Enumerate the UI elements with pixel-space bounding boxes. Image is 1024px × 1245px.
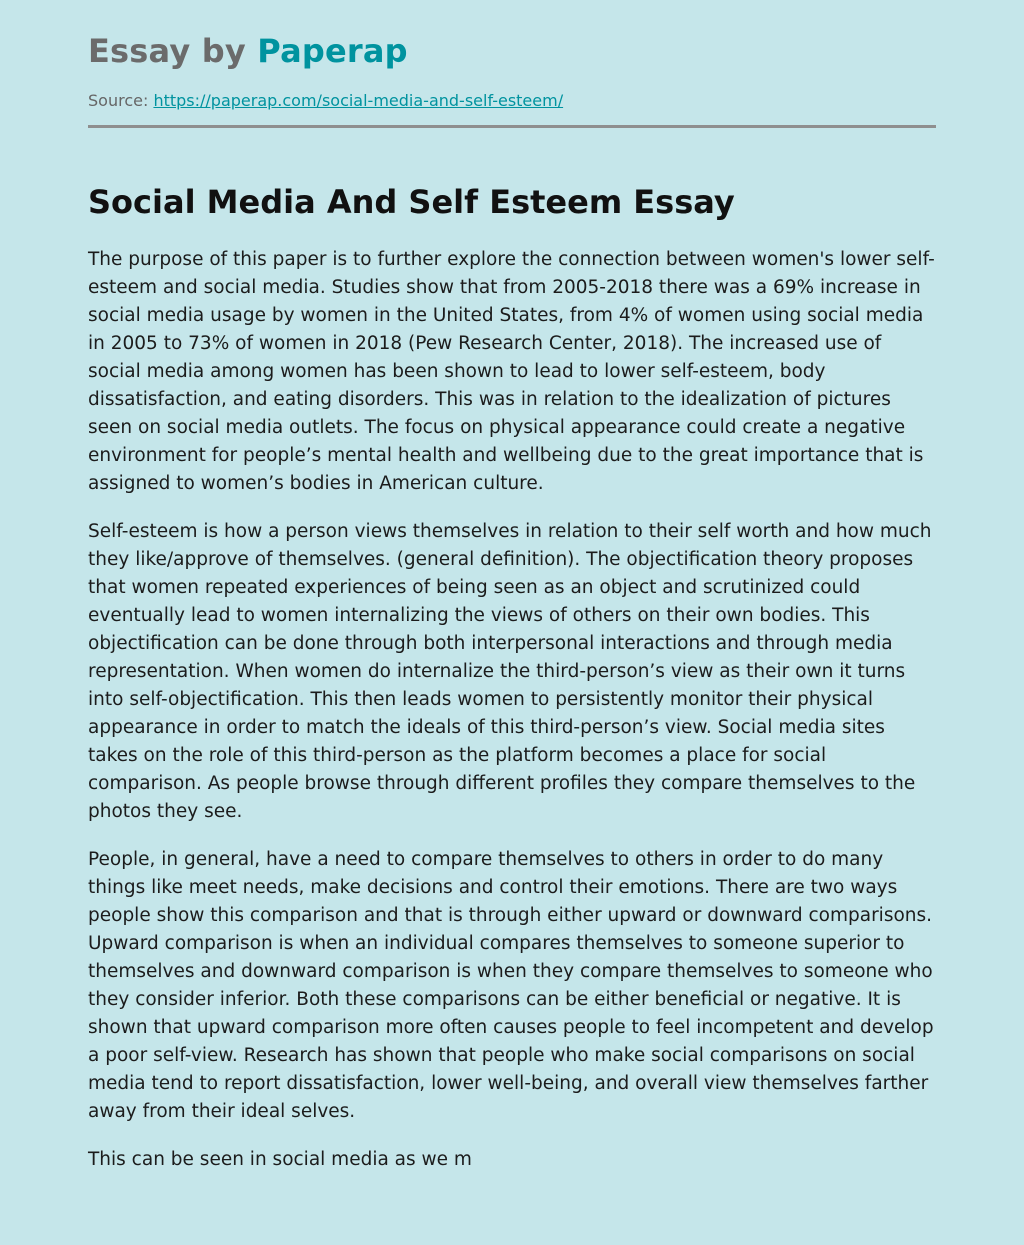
essay-body bbox=[88, 246, 936, 1174]
source-link[interactable]: https://paperap.com/social-media-and-self-esteem/ bbox=[153, 91, 564, 110]
essay-paragraph-4: This can be seen in social media as we m bbox=[88, 1149, 472, 1170]
site-brand bbox=[88, 0, 936, 71]
header-divider bbox=[88, 125, 936, 128]
brand-name[interactable]: Paperap bbox=[257, 32, 408, 70]
essay-paragraph-2: Self-esteem is how a person views themselves in relation to their self worth and how much they like/approve of themselves. (general definition). The objectification theory proposes that women repeated experiences of being seen as an object and scrutinized could eventually lead to women internalizing the views of others on their own bodies. This objectification can be done through both interpersonal interactions and through media representation. When women do internalize the third-person’s view as their own it turns into self-objectification. This then leads women to persistently monitor their physical appearance in order to match the ideals of this third-person’s view. Social media sites takes on the role of this third-person as the platform becomes a place for social comparison. As people browse through different profiles they compare themselves to the photos they see. bbox=[88, 521, 932, 822]
brand-prefix: Essay by bbox=[88, 32, 258, 70]
source-label: Source: bbox=[88, 91, 149, 110]
source-line bbox=[88, 89, 936, 113]
essay-paragraph-1: The purpose of this paper is to further explore the connection between women's lower self-esteem and social media. Studies show that from 2005-2018 there was a 69% increase in social media usage by women in the United States, from 4% of women using social media in 2005 to 73% of women in 2018 (Pew Research Center, 2018). The increased use of social media among women has been shown to lead to lower self-esteem, body dissatisfaction, and eating disorders. This was in relation to the idealization of pictures seen on social media outlets. The focus on physical appearance could create a negative environment for people’s mental health and wellbeing due to the great importance that is assigned to women’s bodies in American culture. bbox=[88, 249, 935, 494]
essay-title: Social Media And Self Esteem Essay bbox=[88, 183, 735, 221]
essay-paragraph-3: People, in general, have a need to compare themselves to others in order to do many things like meet needs, make decisions and control their emotions. There are two ways people show this comparison and that is through either upward or downward comparisons. Upward comparison is when an individual compares themselves to someone superior to themselves and downward comparison is when they compare themselves to someone who they consider inferior. Both these comparisons can be either beneficial or negative. It is shown that upward comparison more often causes people to feel incompetent and develop a poor self-view. Research has shown that people who make social comparisons on social media tend to report dissatisfaction, lower well-being, and overall view themselves farther away from their ideal selves. bbox=[88, 849, 934, 1122]
